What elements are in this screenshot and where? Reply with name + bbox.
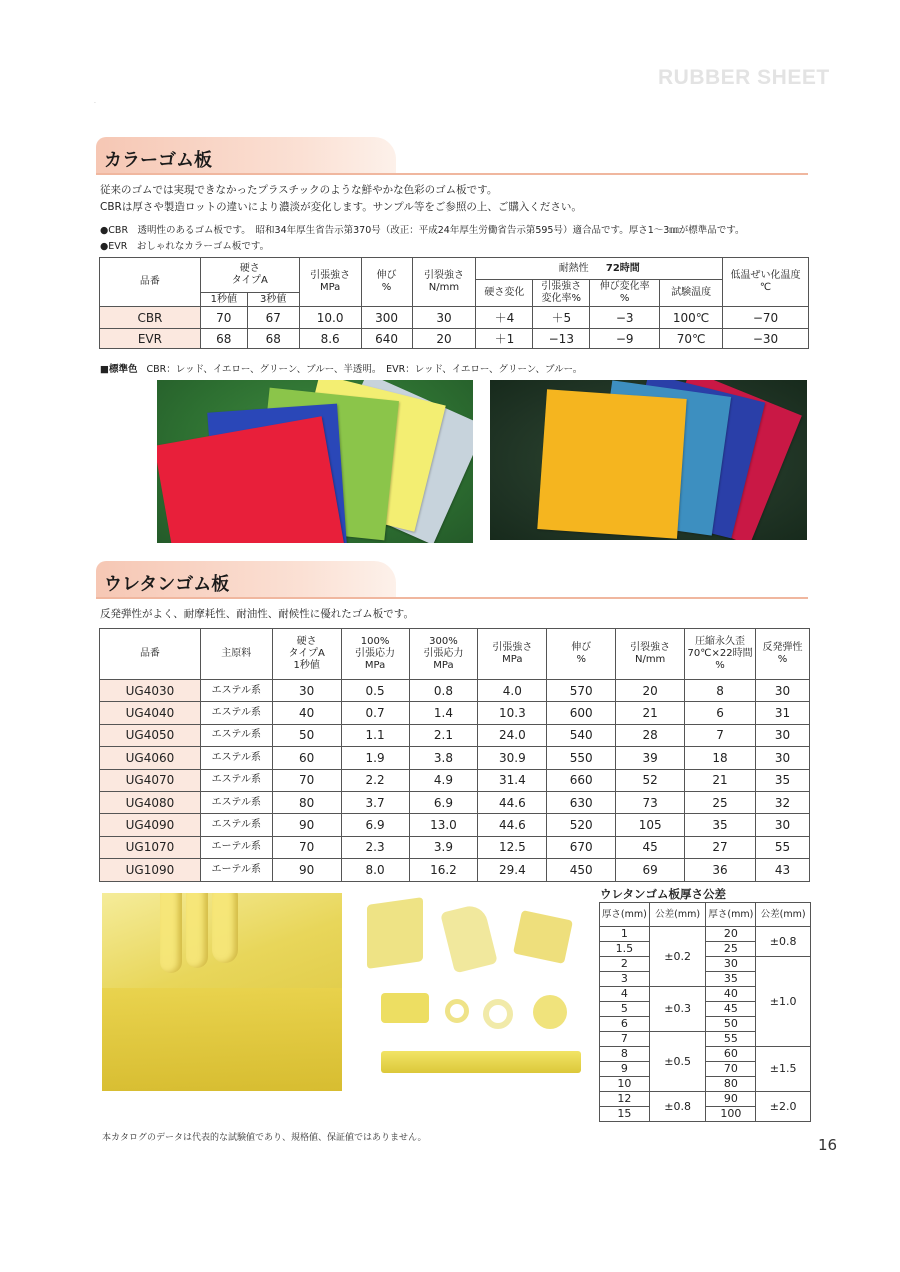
urethane-header-cell: 引張強さ MPa	[478, 629, 547, 680]
cell: 69	[616, 859, 685, 881]
cell: 30	[756, 814, 810, 836]
cell: 30	[756, 724, 810, 746]
cell: 80	[272, 791, 341, 813]
urethane-tube	[212, 893, 238, 963]
cell: ＋1	[476, 329, 533, 349]
thickness-cell: 35	[706, 972, 756, 987]
table-row	[100, 747, 810, 769]
cell: 25	[685, 791, 756, 813]
urethane-strip	[381, 1051, 581, 1073]
urethane-title: ウレタンゴム板	[104, 574, 230, 595]
cell: 13.0	[409, 814, 478, 836]
table-row	[100, 791, 810, 813]
tolerance-cell: ±1.0	[756, 957, 811, 1047]
cell: 7	[685, 724, 756, 746]
header-part-number: 品番	[100, 258, 201, 307]
cell: 70	[200, 307, 247, 329]
tolerance-cell: ±0.8	[649, 1092, 706, 1122]
cell: 10.3	[478, 702, 547, 724]
header-low-temp: 低温ぜい化温度 ℃	[723, 258, 809, 307]
cell: 30	[756, 747, 810, 769]
tolerance-cell: ±1.5	[756, 1047, 811, 1092]
cell: 10.0	[299, 307, 361, 329]
header-hardness: 硬さ タイプA	[200, 258, 299, 293]
part-number: UG4080	[100, 791, 201, 813]
tolerance-cell: ±0.2	[649, 927, 706, 987]
tolerance-row	[600, 927, 811, 942]
cell: 30	[272, 680, 341, 702]
cell: 44.6	[478, 814, 547, 836]
cell: 8.0	[341, 859, 409, 881]
cell: 36	[685, 859, 756, 881]
tolerance-cell: ±0.5	[649, 1032, 706, 1092]
cell: 35	[685, 814, 756, 836]
cell: 570	[547, 680, 616, 702]
table-row	[100, 859, 810, 881]
thickness-cell: 12	[600, 1092, 650, 1107]
cell: 60	[272, 747, 341, 769]
standard-colors	[100, 361, 582, 378]
urethane-header-cell: 100% 引張応力 MPa	[341, 629, 409, 680]
thickness-cell: 90	[706, 1092, 756, 1107]
cell: 0.5	[341, 680, 409, 702]
cell: 550	[547, 747, 616, 769]
cell: 18	[685, 747, 756, 769]
thickness-cell: 1.5	[600, 942, 650, 957]
cell: 68	[200, 329, 247, 349]
standard-colors-label: ■標準色	[100, 364, 138, 375]
cell: 35	[756, 769, 810, 791]
cell: 50	[272, 724, 341, 746]
header-hardness-3s: 3秒値	[247, 293, 299, 307]
evr-bullet: ●EVR おしゃれなカラーゴム板です。	[100, 241, 270, 252]
thickness-cell: 20	[706, 927, 756, 942]
urethane-slab	[102, 988, 342, 1091]
urethane-part	[367, 897, 423, 969]
cell: 43	[756, 859, 810, 881]
cell: 21	[685, 769, 756, 791]
header-tolerance: 公差(mm)	[756, 903, 811, 927]
urethane-part	[381, 993, 429, 1023]
thickness-cell: 5	[600, 1002, 650, 1017]
table-row	[100, 307, 809, 329]
cell: −30	[723, 329, 809, 349]
cell: 21	[616, 702, 685, 724]
header-hardness-change: 硬さ変化	[476, 280, 533, 307]
evr-color-sheets-photo	[490, 380, 807, 540]
cell: 0.8	[409, 680, 478, 702]
table-row	[100, 814, 810, 836]
section-rule	[96, 597, 808, 599]
thickness-cell: 4	[600, 987, 650, 1002]
cell: エステル系	[200, 702, 272, 724]
urethane-table	[99, 628, 810, 882]
thickness-cell: 3	[600, 972, 650, 987]
urethane-part	[440, 903, 498, 974]
cell: 8	[685, 680, 756, 702]
cell: 6.9	[409, 791, 478, 813]
cell: 1.4	[409, 702, 478, 724]
urethane-part	[513, 910, 573, 964]
cell: 45	[616, 836, 685, 858]
part-number: UG1090	[100, 859, 201, 881]
header-tensile: 引張強さ MPa	[299, 258, 361, 307]
thickness-cell: 2	[600, 957, 650, 972]
cell: 29.4	[478, 859, 547, 881]
urethane-sheet-tube-photo	[102, 893, 342, 1091]
urethane-ring	[445, 999, 469, 1023]
thickness-cell: 10	[600, 1077, 650, 1092]
cell: 2.2	[341, 769, 409, 791]
cell: 540	[547, 724, 616, 746]
cell: 68	[247, 329, 299, 349]
cell: 32	[756, 791, 810, 813]
cell: 640	[361, 329, 412, 349]
thickness-cell: 55	[706, 1032, 756, 1047]
cell: 4.0	[478, 680, 547, 702]
urethane-header-cell: 伸び %	[547, 629, 616, 680]
header-tolerance: 公差(mm)	[649, 903, 706, 927]
part-number: UG4040	[100, 702, 201, 724]
urethane-intro: 反発弾性がよく、耐摩耗性、耐油性、耐候性に優れたゴム板です。	[100, 608, 414, 620]
thickness-cell: 70	[706, 1062, 756, 1077]
header-tear: 引裂強さ N/mm	[412, 258, 476, 307]
cell: 300	[361, 307, 412, 329]
cell: エステル系	[200, 747, 272, 769]
table-row	[100, 702, 810, 724]
cell: 3.9	[409, 836, 478, 858]
cell: 450	[547, 859, 616, 881]
thickness-cell: 9	[600, 1062, 650, 1077]
cell: 20	[616, 680, 685, 702]
urethane-header-cell: 硬さ タイプA 1秒値	[272, 629, 341, 680]
section-rule	[96, 173, 808, 175]
cell: 630	[547, 791, 616, 813]
urethane-header-cell: 反発弾性 %	[756, 629, 810, 680]
header-elongation: 伸び %	[361, 258, 412, 307]
color-rubber-title: カラーゴム板	[104, 150, 212, 171]
standard-colors-text: CBR：レッド、イエロー、グリーン、ブルー、半透明。 EVR：レッド、イエロー、グリーン、ブルー。	[146, 364, 583, 375]
urethane-header-cell: 圧縮永久歪 70℃×22時間 %	[685, 629, 756, 680]
thickness-cell: 8	[600, 1047, 650, 1062]
heat-time: 72時間	[605, 262, 640, 274]
cell: 30	[756, 680, 810, 702]
thickness-cell: 80	[706, 1077, 756, 1092]
cbr-color-sheets-photo	[157, 380, 473, 543]
cell: 30	[412, 307, 476, 329]
rubber-sheet-watermark: RUBBER SHEET	[658, 66, 830, 89]
cell: 73	[616, 791, 685, 813]
header-thickness: 厚さ(mm)	[706, 903, 756, 927]
cell: −13	[533, 329, 590, 349]
color-rubber-table	[99, 257, 809, 349]
cell: 31.4	[478, 769, 547, 791]
thickness-cell: 25	[706, 942, 756, 957]
part-number: UG4030	[100, 680, 201, 702]
cell: 105	[616, 814, 685, 836]
tolerance-table	[599, 902, 811, 1122]
urethane-ring	[483, 999, 513, 1029]
cell: 24.0	[478, 724, 547, 746]
part-number: UG1070	[100, 836, 201, 858]
cell: 12.5	[478, 836, 547, 858]
cell: 4.9	[409, 769, 478, 791]
part-number: UG4070	[100, 769, 201, 791]
cell: 90	[272, 859, 341, 881]
cell: 660	[547, 769, 616, 791]
cell: エステル系	[200, 769, 272, 791]
color-rubber-intro-2: CBRは厚さや製造ロットの違いにより濃淡が変化します。サンプル等をご参照の上、ご購入ください。	[100, 201, 582, 213]
cell: 520	[547, 814, 616, 836]
thickness-cell: 60	[706, 1047, 756, 1062]
cell: ＋5	[533, 307, 590, 329]
disclaimer-note: 本カタログのデータは代表的な試験値であり、規格値、保証値ではありません。	[102, 1133, 427, 1143]
color-rubber-section-header	[96, 137, 808, 175]
cell: 6.9	[341, 814, 409, 836]
cell: 100℃	[660, 307, 723, 329]
cell: 670	[547, 836, 616, 858]
cell: 3.7	[341, 791, 409, 813]
cell: 600	[547, 702, 616, 724]
cell: エーテル系	[200, 836, 272, 858]
urethane-tube	[186, 893, 208, 968]
tolerance-cell: ±2.0	[756, 1092, 811, 1122]
header-heat-resistance	[476, 258, 723, 280]
page-number: 16	[818, 1136, 838, 1154]
cell: 40	[272, 702, 341, 724]
cell: 16.2	[409, 859, 478, 881]
cell: 6	[685, 702, 756, 724]
urethane-tube	[160, 893, 182, 973]
tolerance-title: ウレタンゴム板厚さ公差	[600, 887, 727, 901]
cell: 70	[272, 769, 341, 791]
cell: ＋4	[476, 307, 533, 329]
tolerance-row	[600, 957, 811, 972]
tolerance-row	[600, 1047, 811, 1062]
header-elongation-change: 伸び変化率 %	[590, 280, 660, 307]
urethane-header-cell: 引裂強さ N/mm	[616, 629, 685, 680]
cell: 2.3	[341, 836, 409, 858]
thickness-cell: 50	[706, 1017, 756, 1032]
part-number: UG4060	[100, 747, 201, 769]
heat-label: 耐熱性	[558, 262, 589, 274]
cell: 44.6	[478, 791, 547, 813]
urethane-parts-photo	[349, 893, 589, 1091]
cell: 2.1	[409, 724, 478, 746]
urethane-header-cell: 主原料	[200, 629, 272, 680]
cell: 20	[412, 329, 476, 349]
urethane-disc	[533, 995, 567, 1029]
header-test-temp: 試験温度	[660, 280, 723, 307]
cell: 3.8	[409, 747, 478, 769]
urethane-header-cell: 品番	[100, 629, 201, 680]
cell: 90	[272, 814, 341, 836]
part-number: EVR	[100, 329, 201, 349]
cell: 70℃	[660, 329, 723, 349]
cell: エステル系	[200, 791, 272, 813]
part-number: UG4050	[100, 724, 201, 746]
urethane-header-row	[100, 629, 810, 680]
cell: エステル系	[200, 724, 272, 746]
header-thickness: 厚さ(mm)	[600, 903, 650, 927]
urethane-header-cell: 300% 引張応力 MPa	[409, 629, 478, 680]
page-mark: ·	[94, 100, 96, 107]
cell: 39	[616, 747, 685, 769]
color-rubber-intro-1: 従来のゴムでは実現できなかったプラスチックのような鮮やかな色彩のゴム板です。	[100, 184, 498, 196]
cell: 67	[247, 307, 299, 329]
thickness-cell: 40	[706, 987, 756, 1002]
cell: 1.9	[341, 747, 409, 769]
cell: 1.1	[341, 724, 409, 746]
thickness-cell: 6	[600, 1017, 650, 1032]
cbr-bullet: ●CBR 透明性のあるゴム板です。 昭和34年厚生省告示第370号（改正：平成24年厚生労働省告示第595号）適合品です。厚さ1～3㎜が標準品です。	[100, 225, 745, 236]
tolerance-cell: ±0.3	[649, 987, 706, 1032]
thickness-cell: 45	[706, 1002, 756, 1017]
cell: エーテル系	[200, 859, 272, 881]
table-row	[100, 680, 810, 702]
cell: 28	[616, 724, 685, 746]
part-number: CBR	[100, 307, 201, 329]
tolerance-cell: ±0.8	[756, 927, 811, 957]
thickness-cell: 30	[706, 957, 756, 972]
cell: エステル系	[200, 814, 272, 836]
cell: −3	[590, 307, 660, 329]
table-row	[100, 724, 810, 746]
cell: 52	[616, 769, 685, 791]
cell: 30.9	[478, 747, 547, 769]
header-tensile-change: 引張強さ 変化率%	[533, 280, 590, 307]
cell: エステル系	[200, 680, 272, 702]
cell: 27	[685, 836, 756, 858]
urethane-section-header	[96, 561, 808, 599]
table-row	[100, 836, 810, 858]
cell: 31	[756, 702, 810, 724]
cell: 8.6	[299, 329, 361, 349]
thickness-cell: 7	[600, 1032, 650, 1047]
cell: −70	[723, 307, 809, 329]
cell: 70	[272, 836, 341, 858]
cell: 0.7	[341, 702, 409, 724]
table-row	[100, 769, 810, 791]
thickness-cell: 15	[600, 1107, 650, 1122]
thickness-cell: 1	[600, 927, 650, 942]
table-row	[100, 329, 809, 349]
header-hardness-1s: 1秒値	[200, 293, 247, 307]
cell: 55	[756, 836, 810, 858]
cell: −9	[590, 329, 660, 349]
part-number: UG4090	[100, 814, 201, 836]
tolerance-row	[600, 1092, 811, 1107]
thickness-cell: 100	[706, 1107, 756, 1122]
